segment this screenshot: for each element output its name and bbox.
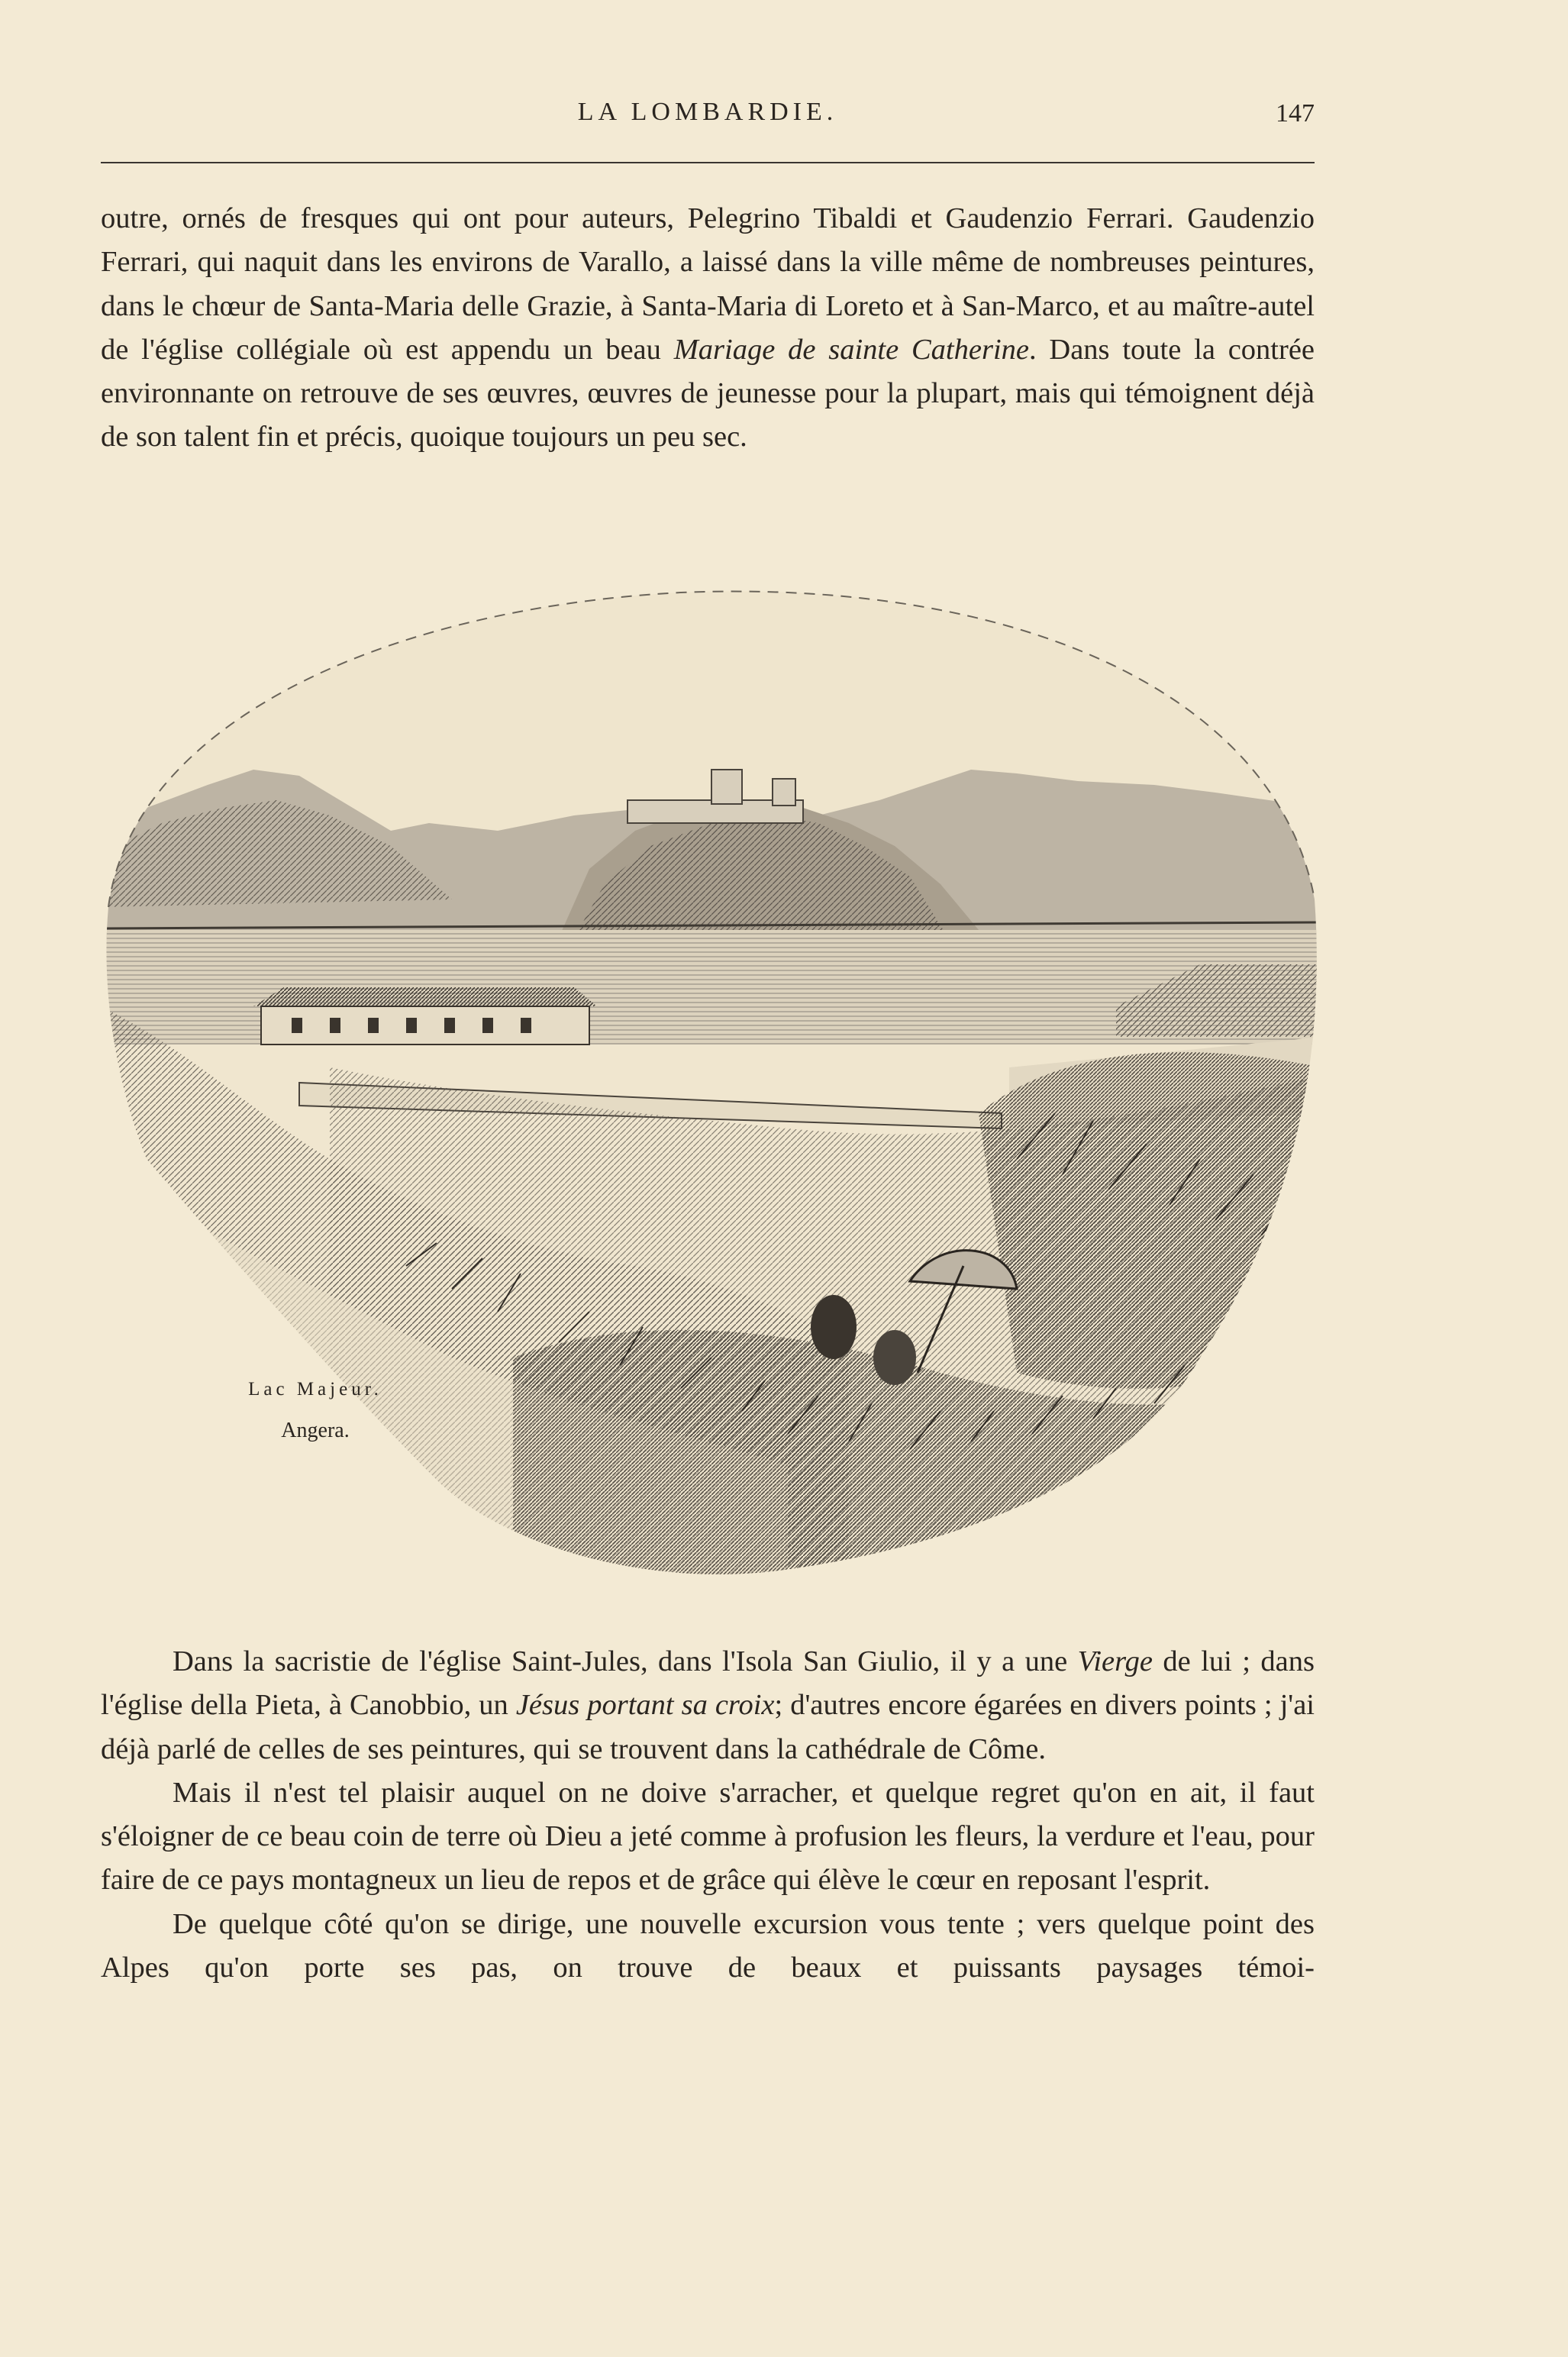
illustration xyxy=(101,579,1322,1602)
caption-title: Lac Majeur. xyxy=(248,1379,382,1400)
page-number: 147 xyxy=(1276,99,1315,128)
artwork-title-mariage: Mariage de sainte Catherine xyxy=(673,333,1029,366)
engraving-lac-majeur xyxy=(101,579,1322,1602)
artwork-title-jesus: Jésus portant sa croix xyxy=(515,1689,775,1722)
artwork-title-vierge: Vierge xyxy=(1077,1645,1153,1677)
caption-place: Angera. xyxy=(281,1419,350,1442)
paragraph-top xyxy=(101,197,1315,460)
paragraph-2-text-b: de lui ; dans l'église della Pieta, à Canobbio, un xyxy=(101,1645,1315,1722)
illustration-caption xyxy=(189,1379,441,1443)
paragraph-2-text-a: Dans la sacristie de l'église Saint-Jules, dans l'Isola San Giulio, il y a une xyxy=(173,1645,1078,1677)
paragraph-2 xyxy=(101,1640,1315,1771)
paragraph-3: Mais il n'est tel plaisir auquel on ne doive s'arracher, et quelque regret qu'on en ait, il faut s'éloigner de ce beau coin de terre où Dieu a jeté comme à profusion les fleurs, la verdure et l'eau, pour faire de ce pays montagneux un lieu de repos et de grâce qui élève le cœur en reposant l'esprit. xyxy=(101,1776,1315,1897)
running-title: LA LOMBARDIE. xyxy=(577,98,838,126)
text-block-bottom xyxy=(101,1640,1315,1990)
paragraph-top-text-a: outre, ornés de fresques qui ont pour auteurs, Pelegrino Tibaldi et Gaudenzio Ferrari. Gaudenzio Ferrari, qui naquit dans les environs de Varallo, a laissé dans la ville même de nombreuses peintures, dans le chœur de Santa-Maria delle Grazie, à Santa-Maria di Loreto et à San-Marco, et au maître-autel de l'église collégiale où est appendu un beau xyxy=(101,202,1315,366)
paragraph-2-text-c: ; d'autres encore égarées en divers points ; j'ai déjà parlé de celles de ses peintures, qui se trouvent dans la cathédrale de Côme. xyxy=(101,1689,1315,1765)
text-block-top xyxy=(101,197,1315,460)
paragraph-top-text-b: . Dans toute la contrée environnante on retrouve de ses œuvres, œuvres de jeunesse pour la plupart, mais qui témoignent déjà de son talent fin et précis, quoique toujours un peu sec. xyxy=(101,333,1315,454)
header-rule xyxy=(101,162,1315,163)
running-head xyxy=(101,98,1315,136)
paragraph-4: De quelque côté qu'on se dirige, une nouvelle excursion vous tente ; vers quelque point des Alpes qu'on porte ses pas, on trouve de beaux et puissants paysages témoi- xyxy=(101,1907,1315,1984)
